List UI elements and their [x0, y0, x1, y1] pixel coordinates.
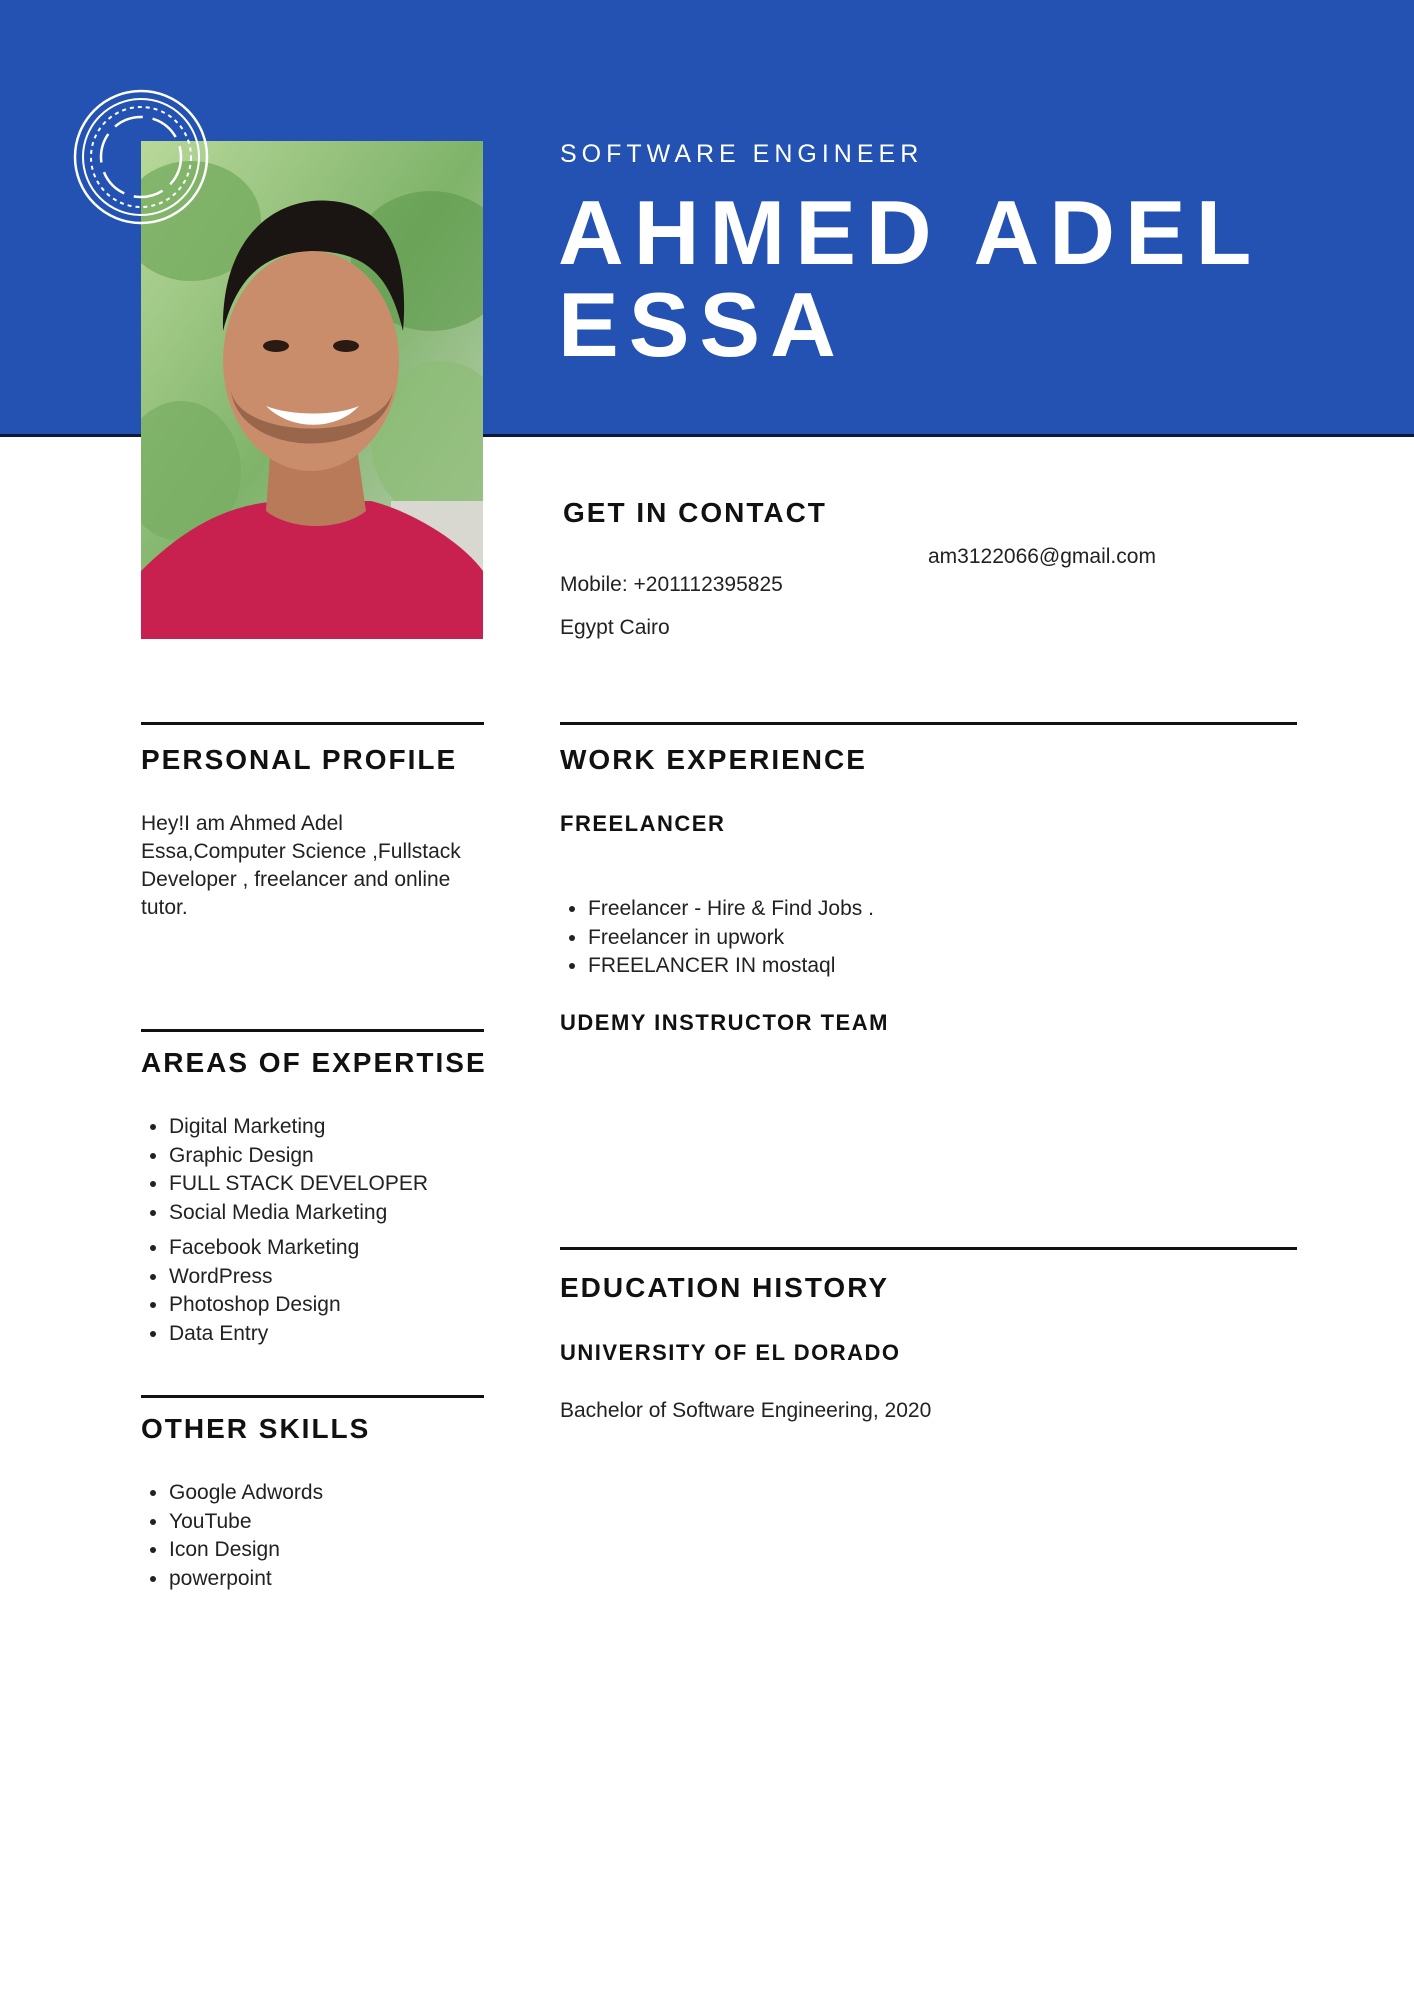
name-line-1: AHMED ADEL — [558, 183, 1262, 284]
education-degree: Bachelor of Software Engineering, 2020 — [560, 1399, 932, 1422]
name-title — [558, 183, 1262, 376]
list-item: • WordPress — [169, 1263, 428, 1292]
contact-heading: GET IN CONTACT — [563, 497, 827, 528]
skills-divider — [141, 1395, 484, 1398]
name-line-2: ESSA — [558, 275, 846, 376]
skills-list — [141, 1479, 323, 1593]
work-heading: WORK EXPERIENCE — [560, 744, 867, 775]
expertise-list — [141, 1113, 428, 1348]
list-item: • FULL STACK DEVELOPER — [169, 1170, 428, 1199]
list-item: • Social Media Marketing — [169, 1199, 428, 1228]
work-divider — [560, 722, 1297, 725]
list-item: • Facebook Marketing — [169, 1234, 428, 1263]
list-item: • FREELANCER IN mostaql — [588, 952, 874, 981]
list-item: • Photoshop Design — [169, 1291, 428, 1320]
education-school: UNIVERSITY OF EL DORADO — [560, 1340, 901, 1365]
education-heading: EDUCATION HISTORY — [560, 1272, 890, 1303]
job-title-udemy: UDEMY INSTRUCTOR TEAM — [560, 1010, 889, 1035]
expertise-divider — [141, 1029, 484, 1032]
profile-divider — [141, 722, 484, 725]
list-item: • Icon Design — [169, 1536, 323, 1565]
list-item: • Graphic Design — [169, 1142, 428, 1171]
list-item: • Freelancer in upwork — [588, 924, 874, 953]
expertise-heading: AREAS OF EXPERTISE — [141, 1047, 487, 1078]
list-item: • Freelancer - Hire & Find Jobs . — [588, 895, 874, 924]
contact-location: Egypt Cairo — [560, 616, 670, 639]
education-divider — [560, 1247, 1297, 1250]
contact-mobile: Mobile: +201112395825 — [560, 573, 783, 596]
list-item: • powerpoint — [169, 1565, 323, 1594]
job-title-freelancer: FREELANCER — [560, 811, 726, 836]
list-item: • YouTube — [169, 1508, 323, 1537]
job-title: SOFTWARE ENGINEER — [560, 140, 924, 168]
profile-text: Hey!I am Ahmed Adel Essa,Computer Science ,Fullstack Developer , freelancer and online tutor. — [141, 812, 461, 919]
list-item: • Data Entry — [169, 1320, 428, 1349]
list-item: • Digital Marketing — [169, 1113, 428, 1142]
freelancer-list — [560, 895, 874, 981]
list-item: • Google Adwords — [169, 1479, 323, 1508]
skills-heading: OTHER SKILLS — [141, 1413, 371, 1444]
decorative-ring-icon — [72, 88, 210, 226]
contact-email[interactable]: am3122066@gmail.com — [928, 545, 1156, 568]
profile-heading: PERSONAL PROFILE — [141, 744, 458, 775]
